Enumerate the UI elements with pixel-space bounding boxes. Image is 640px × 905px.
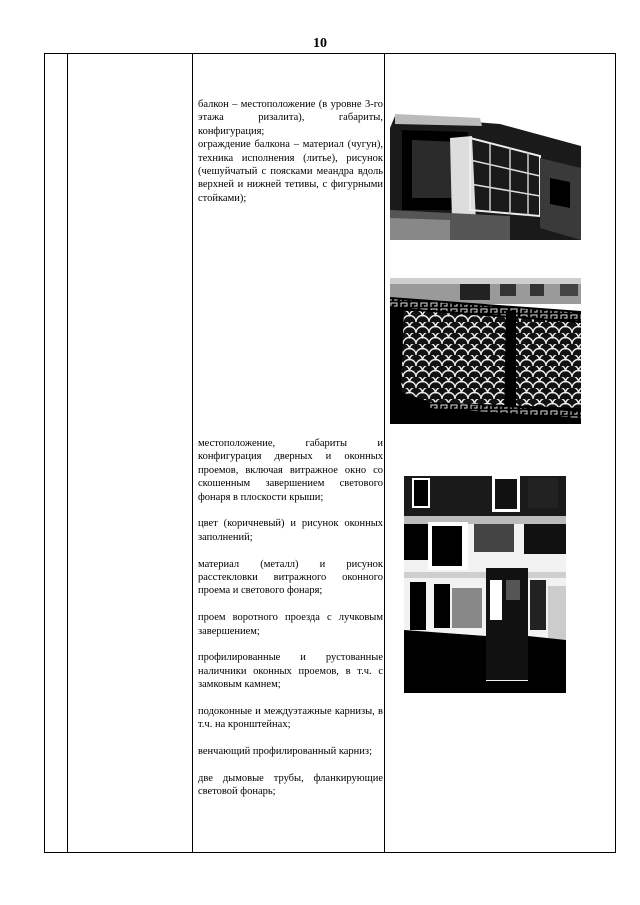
balcony-description: [198, 98, 383, 205]
balcony-photo: [390, 98, 581, 240]
balcony-railing-photo: [390, 278, 581, 424]
text-item: местоположение, габариты и конфигурация дверных и оконных проемов, включая витражное окно со скошенным завершением светового фонаря в плоскости крыши;: [198, 438, 383, 503]
facade-description: [198, 437, 383, 799]
text-item: венчающий профилированный карниз;: [198, 746, 372, 758]
text-item: цвет (коричневый) и рисунок оконных заполнений;: [198, 518, 383, 543]
text-item: две дымовые трубы, фланкирующие световой фонарь;: [198, 773, 383, 798]
text-item: проем воротного проезда с лучковым завершением;: [198, 612, 383, 637]
text-item: профилированные и рустованные наличники оконных проемов, в т.ч. с замковым камнем;: [198, 652, 383, 691]
text-item: материал (металл) и рисунок расстекловки витражного оконного проема и светового фонаря;: [198, 558, 383, 597]
text-item: подоконные и междуэтажные карнизы, в т.ч. на кронштейнах;: [198, 706, 383, 731]
page-number: 10: [313, 36, 327, 51]
document-table: [44, 53, 616, 853]
column-divider: [67, 54, 68, 852]
column-divider: [192, 54, 193, 852]
text-item: балкон – местоположение (в уровне 3-го этажа ризалита), габариты, конфигурация;: [198, 99, 383, 137]
column-divider: [384, 54, 385, 852]
text-item: ограждение балкона – материал (чугун), техника исполнения (литье), рисунок (чешуйчатый с поясками меандра вдоль верхней и нижней тетивы, с фигурными стойками);: [198, 139, 383, 204]
facade-photo: [404, 476, 566, 693]
